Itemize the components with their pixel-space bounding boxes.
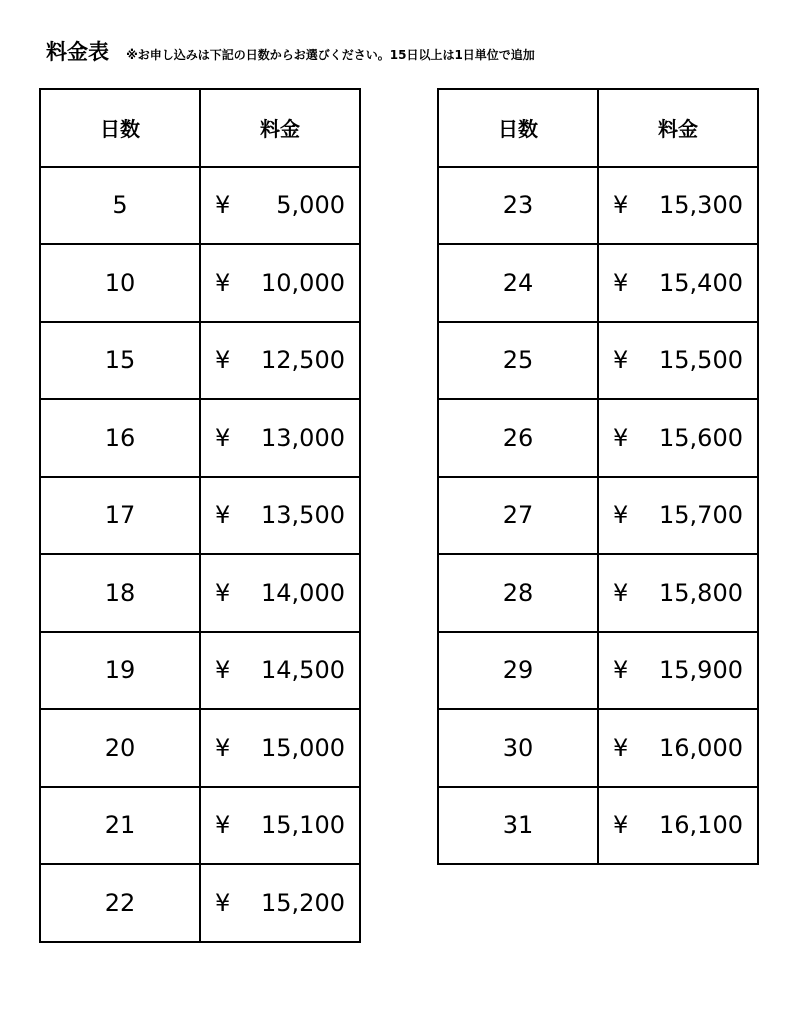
fee-cell [598, 477, 758, 555]
fee-amount: 15,900 [659, 656, 743, 685]
fee-amount: 15,300 [659, 191, 743, 220]
days-cell: 21 [40, 787, 200, 865]
fee-amount: 15,500 [659, 346, 743, 375]
fee-cell-content [201, 346, 359, 374]
fee-amount: 10,000 [261, 268, 345, 297]
table-row [438, 477, 758, 555]
fee-cell [598, 554, 758, 632]
fee-cell [598, 322, 758, 400]
fee-column-header: 料金 [598, 89, 758, 167]
fee-column-header: 料金 [200, 89, 360, 167]
fee-cell-content [599, 811, 757, 839]
fee-cell-content [599, 269, 757, 297]
fee-cell [200, 554, 360, 632]
days-cell: 10 [40, 244, 200, 322]
table-row [40, 709, 360, 787]
fee-cell-content [201, 501, 359, 529]
table-row [438, 632, 758, 710]
table-row [40, 632, 360, 710]
yen-symbol: ¥ [613, 346, 629, 375]
fee-amount: 15,800 [659, 578, 743, 607]
fee-cell-content [201, 191, 359, 219]
fee-cell [200, 244, 360, 322]
yen-symbol: ¥ [613, 656, 629, 685]
fee-cell [200, 632, 360, 710]
fee-table-left-body [40, 89, 360, 942]
fee-cell [598, 167, 758, 245]
yen-symbol: ¥ [215, 423, 231, 452]
yen-symbol: ¥ [613, 501, 629, 530]
fee-cell [200, 322, 360, 400]
fee-cell-content [599, 579, 757, 607]
yen-symbol: ¥ [613, 268, 629, 297]
fee-cell-content [599, 501, 757, 529]
fee-cell-content [599, 424, 757, 452]
fee-amount: 15,400 [659, 268, 743, 297]
days-cell: 23 [438, 167, 598, 245]
yen-symbol: ¥ [215, 811, 231, 840]
title-row [46, 36, 535, 64]
table-row [40, 787, 360, 865]
yen-symbol: ¥ [613, 733, 629, 762]
days-cell: 20 [40, 709, 200, 787]
fee-cell [200, 787, 360, 865]
page-title: 料金表 [46, 40, 109, 64]
table-row [40, 167, 360, 245]
table-row [438, 167, 758, 245]
fee-cell [200, 709, 360, 787]
yen-symbol: ¥ [613, 811, 629, 840]
days-cell: 28 [438, 554, 598, 632]
fee-amount: 15,700 [659, 501, 743, 530]
days-cell: 31 [438, 787, 598, 865]
fee-cell-content [201, 424, 359, 452]
fee-cell [598, 244, 758, 322]
fee-cell [200, 477, 360, 555]
table-row [438, 399, 758, 477]
days-cell: 5 [40, 167, 200, 245]
days-cell: 18 [40, 554, 200, 632]
days-cell: 29 [438, 632, 598, 710]
table-row [40, 554, 360, 632]
fee-cell-content [201, 579, 359, 607]
days-cell: 25 [438, 322, 598, 400]
table-row [438, 787, 758, 865]
fee-cell [200, 864, 360, 942]
table-row [40, 399, 360, 477]
days-cell: 16 [40, 399, 200, 477]
fee-table-left [39, 88, 361, 943]
fee-cell-content [599, 191, 757, 219]
yen-symbol: ¥ [215, 501, 231, 530]
fee-cell-content [599, 734, 757, 762]
fee-amount: 15,200 [261, 888, 345, 917]
fee-amount: 13,000 [261, 423, 345, 452]
days-cell: 30 [438, 709, 598, 787]
table-row [40, 864, 360, 942]
table-row [40, 244, 360, 322]
days-cell: 27 [438, 477, 598, 555]
days-cell: 17 [40, 477, 200, 555]
days-column-header: 日数 [40, 89, 200, 167]
yen-symbol: ¥ [613, 191, 629, 220]
fee-cell [598, 632, 758, 710]
fee-cell [200, 167, 360, 245]
yen-symbol: ¥ [613, 578, 629, 607]
table-row [438, 709, 758, 787]
yen-symbol: ¥ [215, 578, 231, 607]
days-cell: 24 [438, 244, 598, 322]
days-column-header: 日数 [438, 89, 598, 167]
fee-cell-content [599, 346, 757, 374]
page-note: ※お申し込みは下記の日数からお選びください。15日以上は1日単位で追加 [126, 48, 535, 62]
fee-cell [598, 709, 758, 787]
fee-cell-content [599, 656, 757, 684]
fee-cell-content [201, 269, 359, 297]
fee-amount: 14,000 [261, 578, 345, 607]
yen-symbol: ¥ [215, 268, 231, 297]
fee-amount: 16,000 [659, 733, 743, 762]
fee-table-right-body [438, 89, 758, 864]
fee-amount: 15,100 [261, 811, 345, 840]
fee-cell [598, 787, 758, 865]
fee-amount: 16,100 [659, 811, 743, 840]
table-header-row [40, 89, 360, 167]
fee-cell-content [201, 656, 359, 684]
yen-symbol: ¥ [215, 888, 231, 917]
days-cell: 15 [40, 322, 200, 400]
fee-amount: 12,500 [261, 346, 345, 375]
yen-symbol: ¥ [613, 423, 629, 452]
fee-cell [598, 399, 758, 477]
fee-amount: 13,500 [261, 501, 345, 530]
table-row [438, 554, 758, 632]
days-cell: 19 [40, 632, 200, 710]
fee-cell-content [201, 889, 359, 917]
fee-amount: 15,000 [261, 733, 345, 762]
table-row [438, 244, 758, 322]
table-row [40, 477, 360, 555]
fee-amount: 15,600 [659, 423, 743, 452]
days-cell: 22 [40, 864, 200, 942]
yen-symbol: ¥ [215, 656, 231, 685]
days-cell: 26 [438, 399, 598, 477]
table-row [438, 322, 758, 400]
fee-cell-content [201, 734, 359, 762]
fee-amount: 14,500 [261, 656, 345, 685]
fee-table-right [437, 88, 759, 865]
yen-symbol: ¥ [215, 733, 231, 762]
table-header-row [438, 89, 758, 167]
fee-cell-content [201, 811, 359, 839]
fee-cell [200, 399, 360, 477]
table-row [40, 322, 360, 400]
fee-amount: 5,000 [276, 191, 345, 220]
yen-symbol: ¥ [215, 191, 231, 220]
yen-symbol: ¥ [215, 346, 231, 375]
